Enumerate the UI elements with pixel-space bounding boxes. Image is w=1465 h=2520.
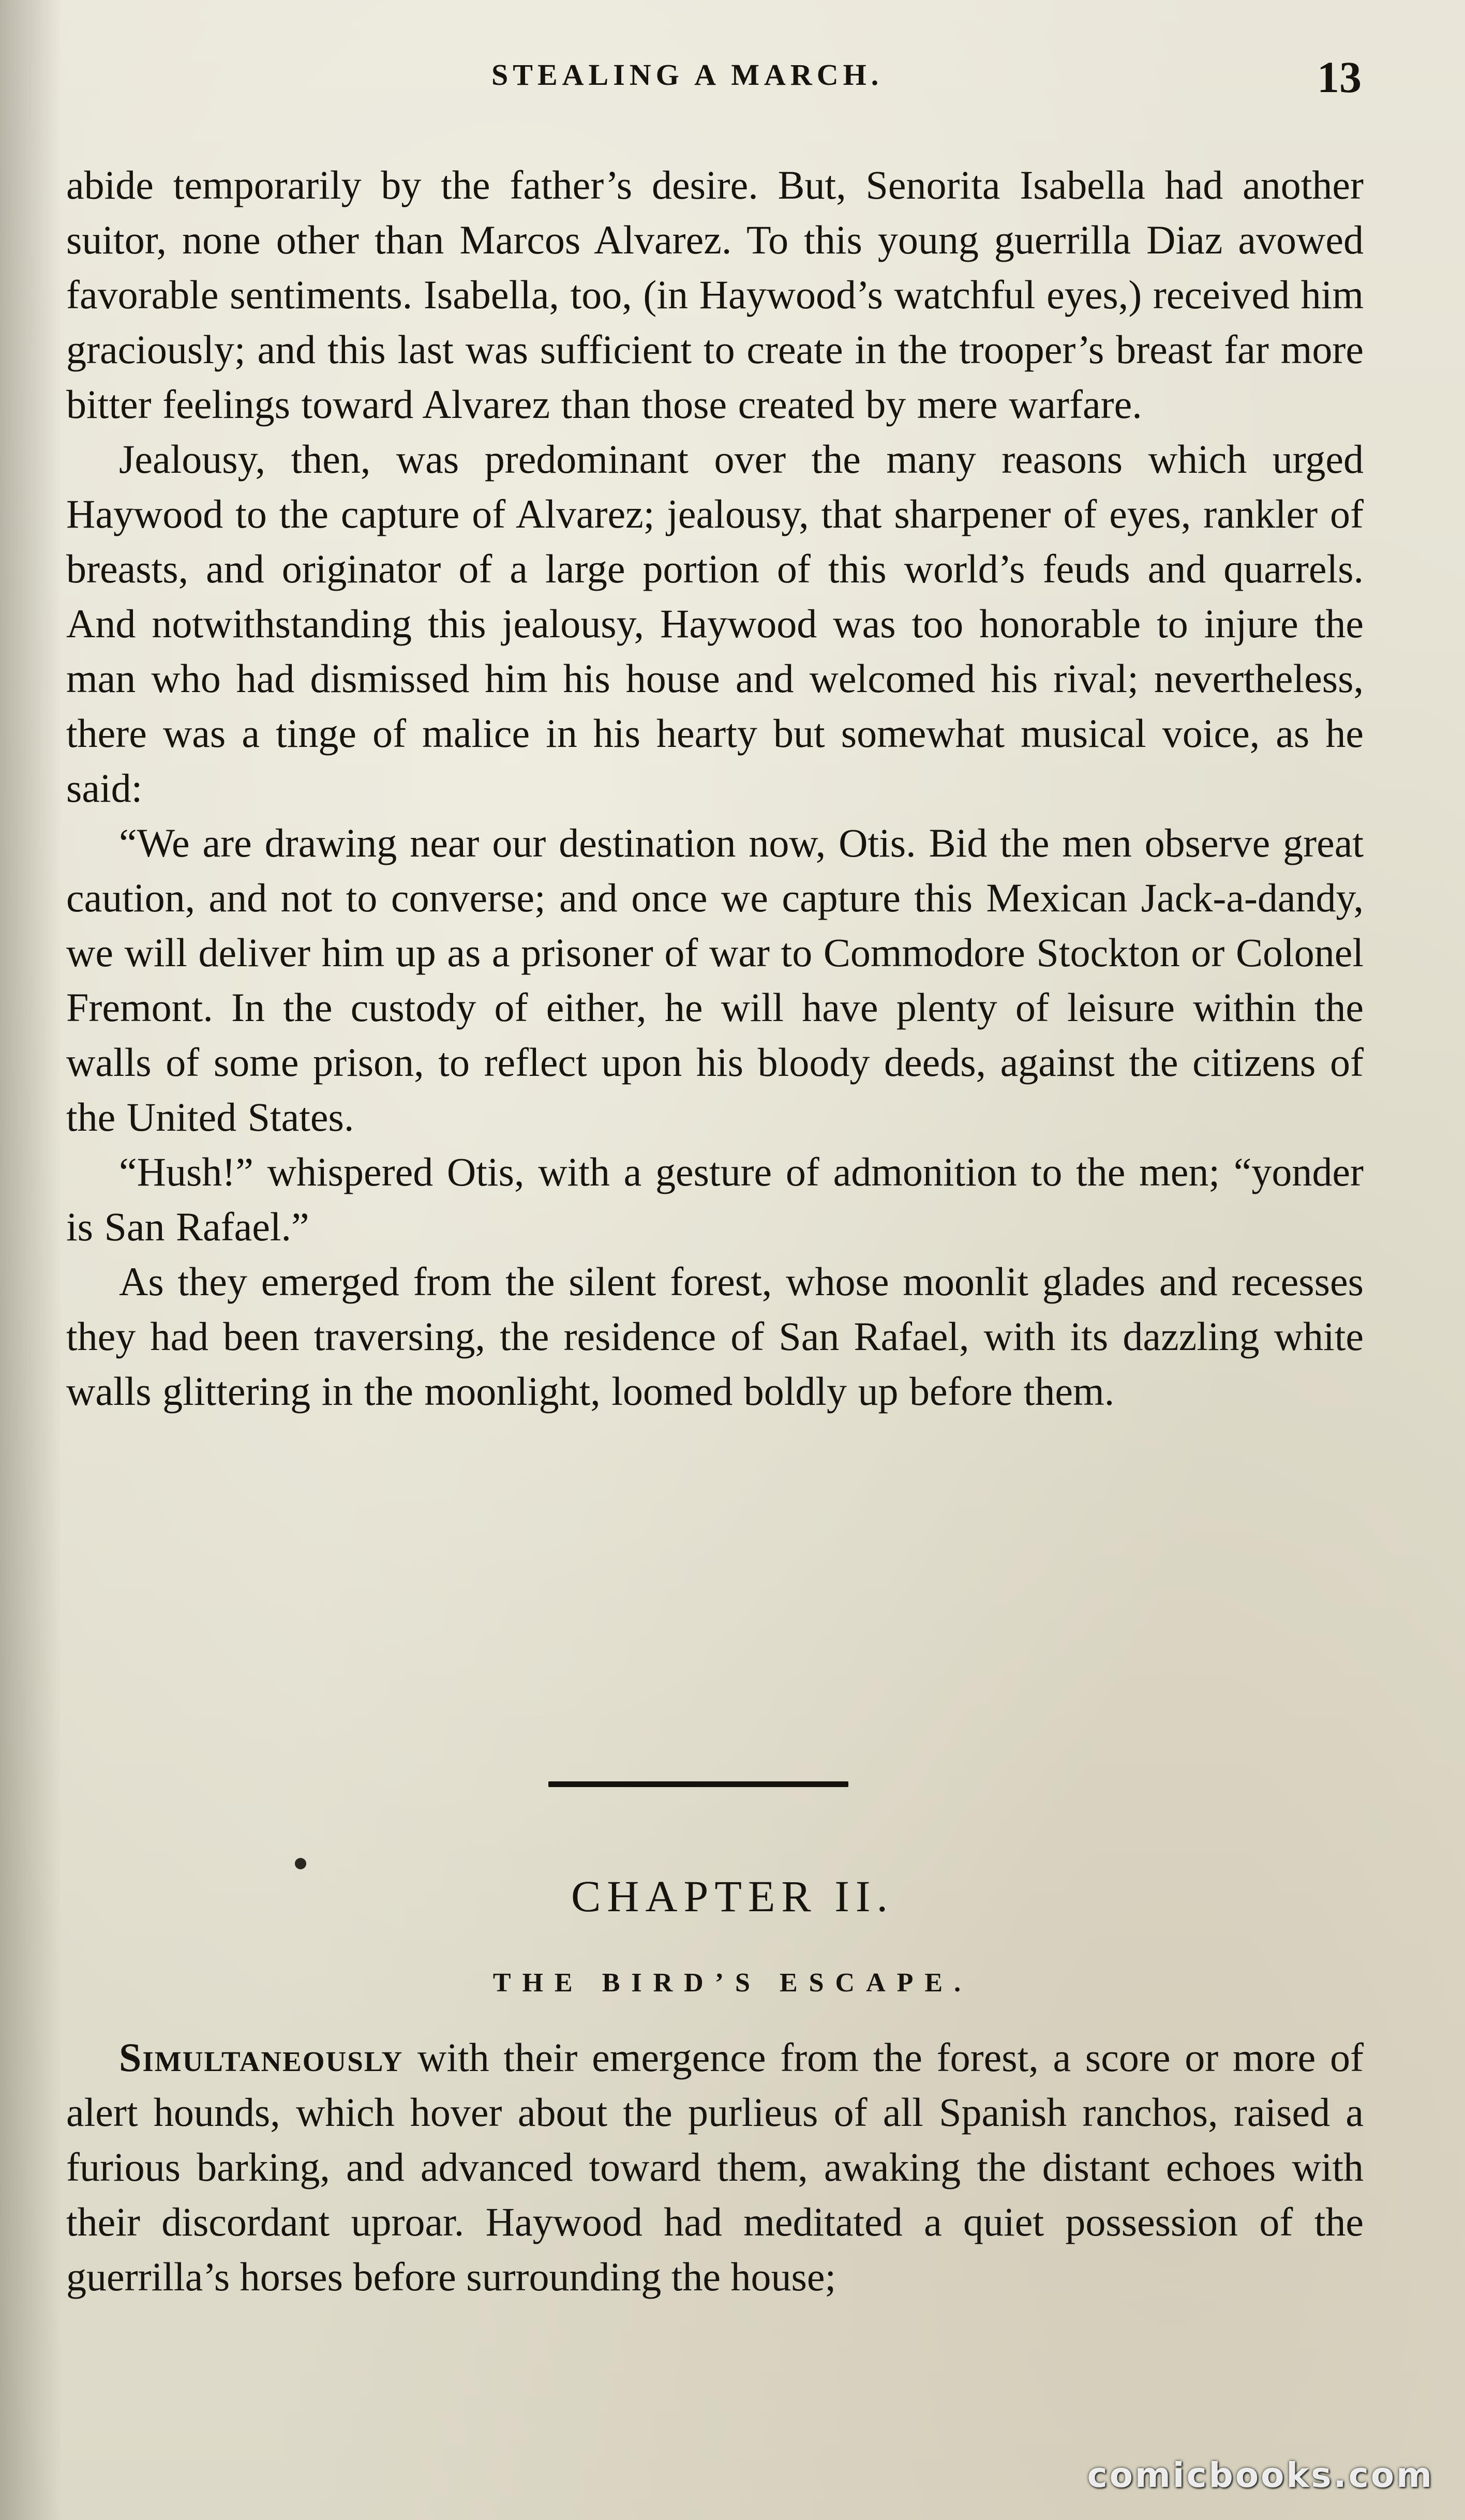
body-text: [66, 158, 1364, 1419]
running-title: STEALING A MARCH.: [491, 58, 884, 92]
chapter-subtitle: THE BIRD’S ESCAPE.: [492, 1968, 973, 1998]
paragraph-5: As they emerged from the silent forest, whose moonlit glades and recesses they had been traversing, the residence of San Rafael, with its dazzling white walls glittering in the moonlight, loomed boldly up before them.: [66, 1259, 1364, 1414]
chapter-text: [66, 2030, 1364, 2304]
chapter-paragraph-1: [66, 2030, 1364, 2304]
paragraph-2: Jealousy, then, was predominant over the many reasons which urged Haywood to the capture of Alvarez; jealousy, that sharpener of eyes, rankler of breasts, and originator of a large portion of this world’s feuds and quarrels. And notwithstanding this jealousy, Haywood was too honorable to injure the man who had dismissed him his house and welcomed his rival; nevertheless, there was a tinge of malice in his hearty but somewhat musical voice, as he said:: [66, 437, 1364, 811]
chapter-title: CHAPTER II.: [571, 1871, 894, 1921]
paragraph-3: “We are drawing near our destination now, Otis. Bid the men observe great caution, and not to converse; and once we capture this Mexican Jack-a-dandy, we will deliver him up as a prisoner of war to Commodore Stockton or Colonel Fremont. In the custody of either, he will have plenty of leisure within the walls of some prison, to reflect upon his bloody deeds, against the citizens of the United States.: [66, 820, 1364, 1139]
running-head: [0, 54, 1465, 111]
section-divider: [548, 1781, 848, 1787]
chapter-paragraph-text: with their emergence from the forest, a score or more of alert hounds, which hover about the purlieus of all Spanish ranchos, raised a furious barking, and advanced toward them, awaking the distant echoes with their discordant uproar. Haywood had meditated a quiet possession of the guerrilla’s horses before surrounding the house;: [66, 2035, 1364, 2299]
paragraph-1: abide temporarily by the father’s desire. But, Senorita Isabella had another suitor, none other than Marcos Alvarez. To this young guerrilla Diaz avowed favorable sentiments. Isabella, too, (in Haywood’s watchful eyes,) received him graciously; and this last was sufficient to create in the trooper’s breast far more bitter feelings toward Alvarez than those created by mere warfare.: [66, 162, 1364, 427]
site-watermark: comicbooks.com: [1087, 2455, 1434, 2495]
paragraph-4: “Hush!” whispered Otis, with a gesture of admonition to the men; “yonder is San Rafael.”: [66, 1149, 1364, 1249]
page-number: 13: [1317, 52, 1362, 102]
chapter-lead-word: Simultaneously: [119, 2035, 403, 2080]
ink-speck: [295, 1858, 306, 1869]
